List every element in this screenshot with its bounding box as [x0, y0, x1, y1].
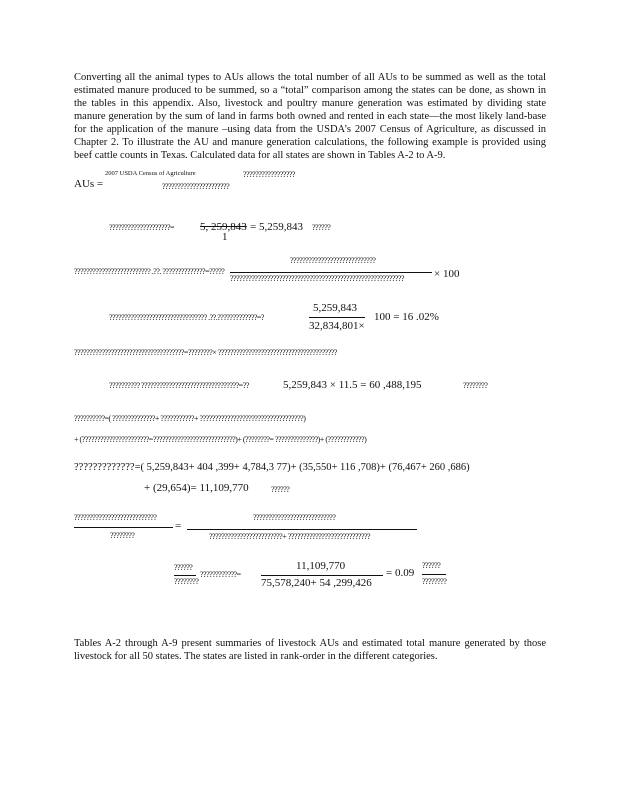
- eq2-denominator: ?????????????????????????????????????????????????????????: [230, 274, 404, 283]
- eq8-rhs-numerator: ???????????????????????????: [253, 513, 336, 522]
- eq3-lhs: ???????????????????????????????? .??.?????????????=?: [109, 313, 264, 322]
- aus-numerator: 2007 USDA Census of Agriculture: [105, 170, 196, 177]
- eq2-numerator: ????????????????????????????: [290, 256, 376, 265]
- eq7-line2: + (29,654)= 11,109,770: [144, 482, 249, 494]
- eq9-result: = 0.09: [386, 567, 415, 579]
- eq8-equals: =: [175, 520, 182, 532]
- eq9-mid: ????????????=: [200, 570, 241, 579]
- closing-paragraph: Tables A-2 through A-9 present summaries of livestock AUs and estimated total manure generated by those livestock for all 50 states. The states are listed in rank-order in the different categories.: [74, 638, 546, 662]
- eq9-lhs-numerator: ??????: [174, 563, 193, 572]
- eq1-fraction-numerator: 5, 259,843: [200, 221, 247, 233]
- eq9-fraction-bar: [261, 575, 383, 576]
- eq9-lhs-bar: [174, 575, 196, 576]
- eq3-fraction-bar: [309, 317, 365, 318]
- eq8-rhs-bar: [187, 529, 417, 530]
- eq2-lhs: ????????????????????????? .??. ??????????????=?????: [74, 267, 225, 276]
- eq9-unit-numerator: ??????: [422, 561, 441, 570]
- aus-numerator-garbled: ?????????????????: [243, 170, 295, 179]
- aus-denominator-garbled: ??????????????????????: [162, 182, 230, 191]
- intro-paragraph: Converting all the animal types to AUs allows the total number of all AUs to be summed as well as the total estimated manure produced to be summed, so a “total” comparison among the states can be done, as shown in the tables in this appendix. Also, livestock and poultry manure generation was estimated by dividing state manure generation by the sum of land in farms both owned and rented in each state—the most likely land-base for the application of the manure –using data from the USDA’s 2007 Census of Agriculture, as discussed in Chapter 2. To illustrate the AU and manure generation calculations, the following example is provided using beef cattle counts in Texas. Calculated data for all states are shown in Tables A-2 to A-9.: [74, 72, 546, 161]
- eq8-lhs-numerator: ???????????????????????????: [74, 513, 157, 522]
- eq3-denominator: 32,834,801×: [309, 320, 365, 332]
- eq1-lhs: ????????????????????=: [109, 223, 175, 232]
- eq7-line1: ?????????????=( 5,259,843+ 404 ,399+ 4,784,3 77)+ (35,550+ 116 ,708)+ (76,467+ 260 ,686): [74, 462, 470, 473]
- eq8-lhs-bar: [74, 527, 173, 528]
- eq9-unit-denominator: ????????: [422, 577, 447, 586]
- eq9-denominator: 75,578,240+ 54 ,299,426: [261, 577, 372, 589]
- eq2-fraction-bar: [230, 272, 432, 273]
- eq6-line2: + (??????????????????????=???????????????????????????)+ (????????= ??????????????)+ (????????????): [74, 435, 367, 444]
- eq1-unit: ??????: [312, 223, 331, 232]
- eq5-unit: ????????: [463, 381, 488, 390]
- eq3-result: 100 = 16 .02%: [374, 311, 439, 323]
- eq9-lhs-denominator: ????????: [174, 577, 199, 586]
- eq4: ????????????????????????????????????=????????× ???????????????????????????????????????: [74, 348, 337, 357]
- aus-label: AUs =: [74, 178, 104, 190]
- eq5-lhs: ?????????? ????????????????????????????????=??: [109, 381, 249, 390]
- eq8-rhs-denominator: ????????????????????????+ ???????????????????????????: [209, 532, 371, 541]
- eq6-line1: ??????????=( ??????????????+ ???????????+ ??????????????????????????????????): [74, 414, 306, 423]
- eq9-unit-bar: [422, 574, 446, 575]
- eq3-numerator: 5,259,843: [313, 302, 357, 314]
- eq2-tail: × 100: [434, 268, 460, 280]
- eq1-fraction-denominator: 1: [222, 231, 228, 243]
- eq9-numerator: 11,109,770: [296, 560, 346, 572]
- eq7-unit: ??????: [271, 485, 290, 494]
- eq1-result: = 5,259,843: [250, 221, 303, 233]
- eq5-result: 5,259,843 × 11.5 = 60 ,488,195: [283, 379, 422, 391]
- eq8-lhs-denominator: ????????: [110, 531, 135, 540]
